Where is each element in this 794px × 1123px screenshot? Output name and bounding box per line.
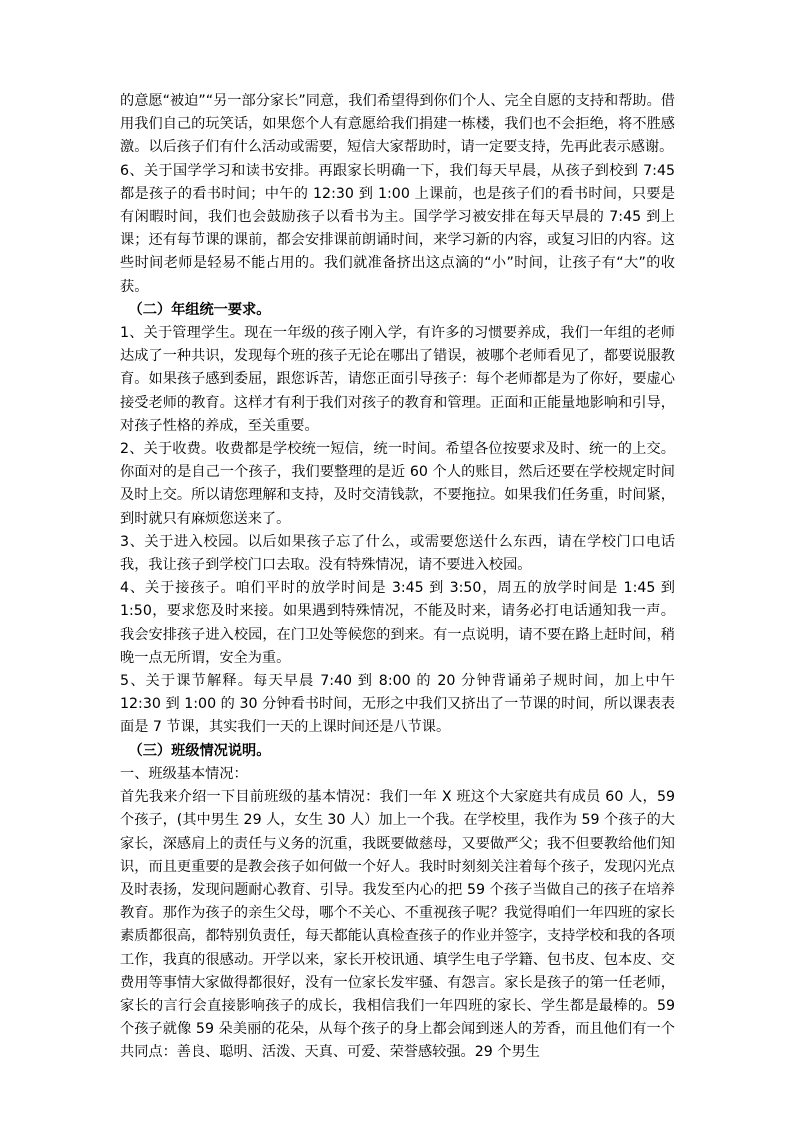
paragraph-class-introduction: 首先我来介绍一下目前班级的基本情况：我们一年 X 班这个大家庭共有成员 60 人，59 个孩子，(其中男生 29 人，女生 30 人）加上一个我。在学校里，我作为 59 个孩子的大家长，深感肩上的责任与义务的沉重，我既要做慈母，又要做严父；我不但要教给他们知识，而且更重要的是教会孩子如何做一个好人。我时时刻刻关注着每个孩子，发现闪光点及时表扬，发现问题耐心教育、引导。我发至内心的把 59 个孩子当做自己的孩子在培养教育。那作为孩子的亲生父母，哪个不关心、不重视孩子呢？我觉得咱们一年四班的家长素质都很高，都特别负责任，每天都能认真检查孩子的作业并签字，支持学校和我的各项工作，我真的很感动。开学以来，家长开校讯通、填学生电子学籍、包书皮、包本皮、交费用等事情大家做得都很好，没有一位家长发牢骚、有怨言。家长是孩子的第一任老师，家长的言行会直接影响孩子的成长，我相信我们一年四班的家长、学生都是最棒的。59 个孩子就像 59 朵美丽的花朵，从每个孩子的身上都会闻到迷人的芳香，而且他们有一个共同点：善良、聪明、活泼、天真、可爱、荣誉感较强。29 个男生 (120, 789, 675, 1061)
paragraph-reading-schedule: 6、关于国学学习和读书安排。再跟家长明确一下，我们每天早晨，从孩子到校到 7:45 都是孩子的看书时间；中午的 12:30 到 1:00 上课前，也是孩子们的看书时间，只要是有闲暇时间，我们也会鼓励孩子以看书为主。国学学习被安排在每天早晨的 7:45 到上课；还有每节课的课前，都会安排课前朗诵时间，来学习新的内容，或复习旧的内容。这些时间老师是轻易不能占用的。我们就准备挤出这点滴的“小”时间，让孩子有“大”的收获。 (120, 162, 675, 295)
document-page (120, 90, 675, 1065)
section-heading-grade-requirements: （二）年组统一要求。 (128, 301, 271, 318)
subheading-class-basics: 一、班级基本情况： (120, 765, 248, 782)
paragraph-class-periods: 5、关于课节解释。每天早晨 7:40 到 8:00 的 20 分钟背诵弟子规时间，加上中午 12:30 到 1:00 的 30 分钟看书时间，无形之中我们又挤出了一节课的时间，所以课表表面是 7 节课，其实我们一天的上课时间还是八节课。 (120, 673, 675, 736)
paragraph-volunteer-support: 的意愿“被迫”“另一部分家长”同意，我们希望得到你们个人、完全自愿的支持和帮助。借用我们自己的玩笑话，如果您个人有意愿给我们捐建一栋楼，我们也不会拒绝，将不胜感激。以后孩子们有什么活动或需要，短信大家帮助时，请一定要支持，先再此表示感谢。 (120, 93, 675, 156)
paragraph-fees: 2、关于收费。收费都是学校统一短信，统一时间。希望各位按要求及时、统一的上交。你面对的是自己一个孩子，我们要整理的是近 60 个人的账目，然后还要在学校规定时间及时上交。所以请您理解和支持，及时交清钱款，不要拖拉。如果我们任务重，时间紧，到时就只有麻烦您送来了。 (120, 441, 675, 527)
paragraph-campus-entry: 3、关于进入校园。以后如果孩子忘了什么，或需要您送什么东西，请在学校门口电话我，我让孩子到学校门口去取。没有特殊情况，请不要进入校园。 (120, 533, 675, 574)
section-heading-class-situation: （三）班级情况说明。 (128, 742, 271, 759)
paragraph-pickup: 4、关于接孩子。咱们平时的放学时间是 3:45 到 3:50，周五的放学时间是 1:45 到 1:50，要求您及时来接。如果遇到特殊情况，不能及时来，请务必打电话通知我一声。我会安排孩子进入校园，在门卫处等候您的到来。有一点说明，请不要在路上赶时间，稍晚一点无所谓，安全为重。 (120, 580, 675, 666)
paragraph-student-management: 1、关于管理学生。现在一年级的孩子刚入学，有许多的习惯要养成，我们一年组的老师达成了一种共识，发现每个班的孩子无论在哪出了错误，被哪个老师看见了，都要说服教育。如果孩子感到委屈，跟您诉苦，请您正面引导孩子：每个老师都是为了你好，要虚心接受老师的教育。这样才有利于我们对孩子的教育和管理。正面和正能量地影响和引导，对孩子性格的养成，至关重要。 (120, 325, 675, 434)
